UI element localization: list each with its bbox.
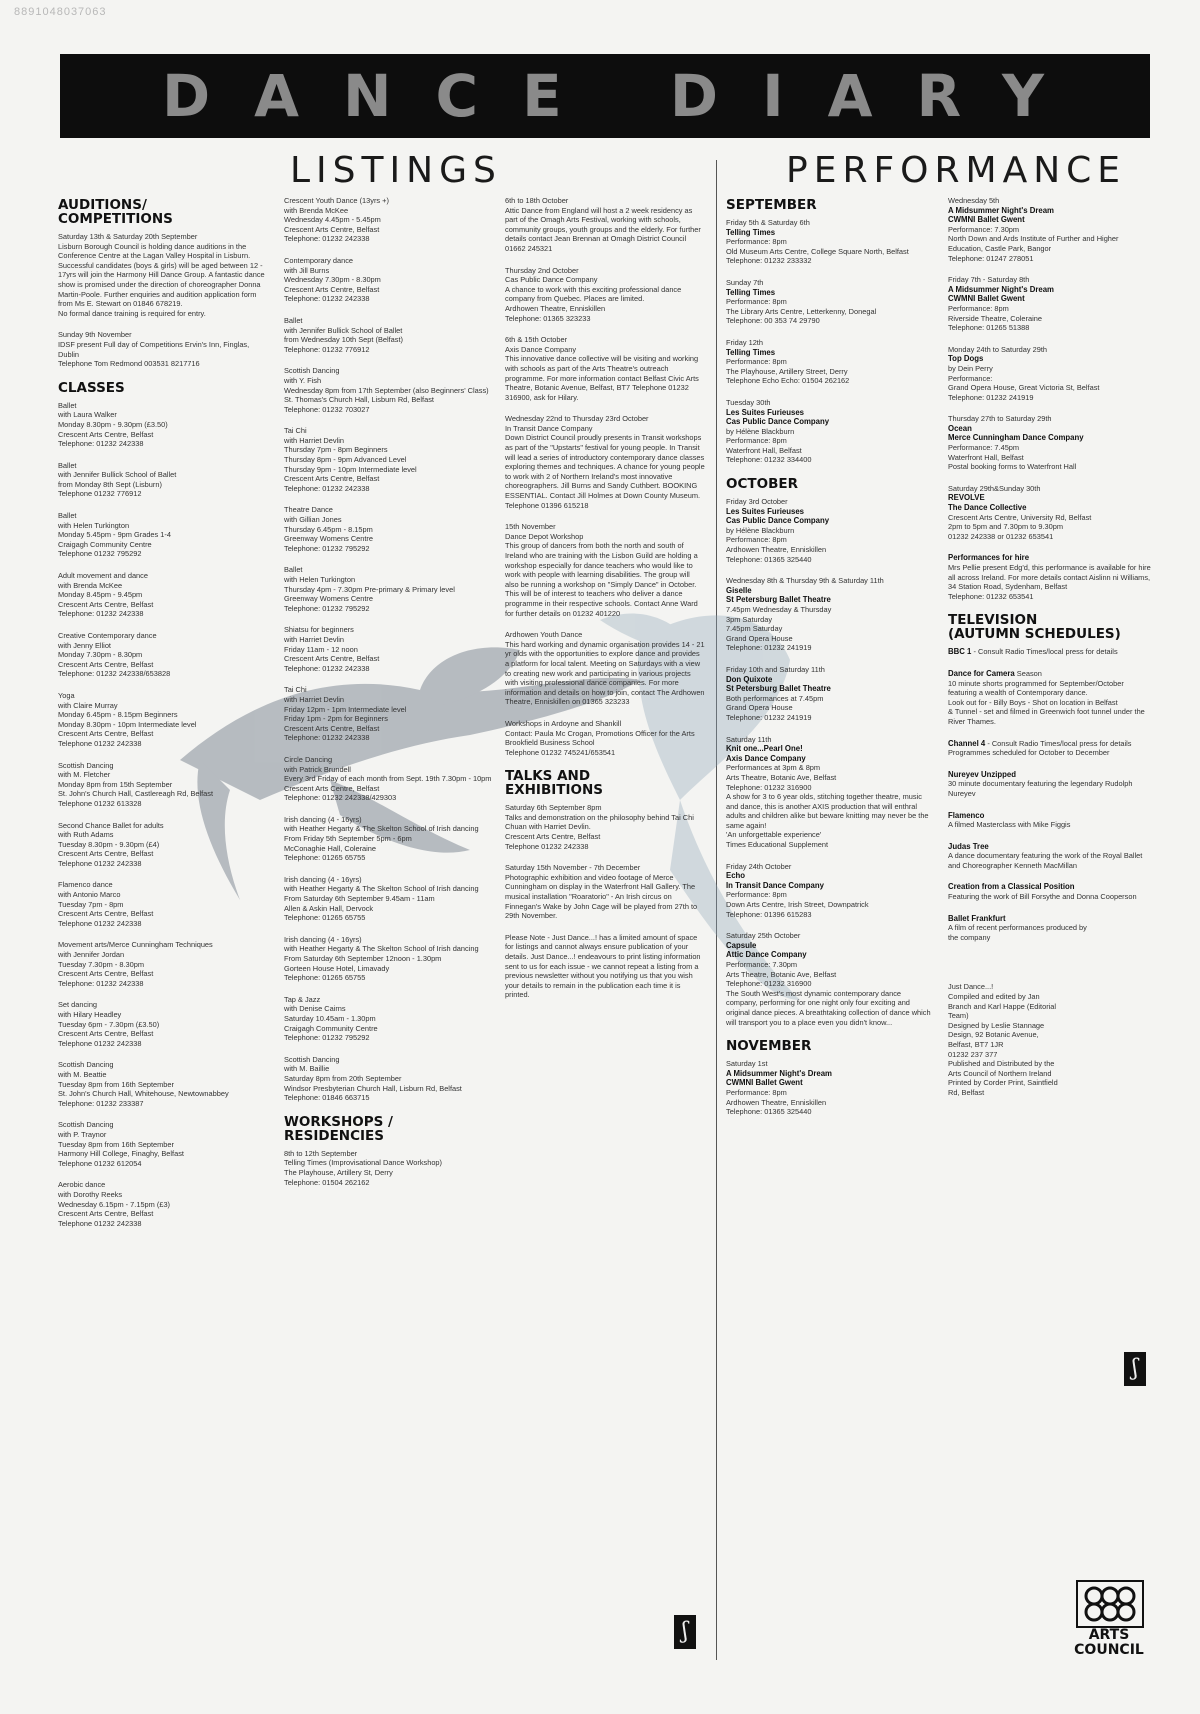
list-item: Tap & Jazz with Denise Cairns Saturday 10.45am - 1.30pm Craigagh Community Centre Telephone: 01232 795292 xyxy=(284,994,378,1043)
list-item: Wednesday 22nd to Thursday 23rd October In Transit Dance Company Down District Council proudly presents in Transit workshops as part of the "Upstarts" festival for young people. In Transit will lead a series of introductory contemporary dance classes exploring themes and techniques. A chance for young people to work with 2 of Northern Ireland's most innovative choreographers. Jill Burns and Sandy Cuthbert. BOOKING ESSENTIAL. Contact Jill Holmes at Down County Museum. Telephone 01396 615218 xyxy=(505,414,705,510)
list-item: Theatre Dance with Gillian Jones Thursday 6.45pm - 8.15pm Greenway Womens Centre Telephone: 01232 795292 xyxy=(284,505,373,553)
dancer-emblem-icon: ʃ xyxy=(1124,1352,1146,1386)
workshops-heading: WORKSHOPS / RESIDENCIES xyxy=(284,1113,393,1144)
tv-item: Nureyev Unzipped 30 minute documentary featuring the legendary Rudolph Nureyev xyxy=(948,769,1133,798)
credits: Just Dance...! Compiled and edited by Jan Branch and Karl Happe (Editorial Team) Designed by Leslie Stannage Design, 92 Botanic Avenue, Belfast, BT7 1JR 01232 237 377 Published and Distributed by the Arts Council of Northern Ireland Printed by Corder Print, Saintfield Rd, Belfast xyxy=(948,982,1058,1097)
list-item: Contemporary dance with Jill Burns Wednesday 7.30pm - 8.30pm Crescent Arts Centre, Belfast Telephone: 01232 242338 xyxy=(284,255,381,304)
performance-item: Sunday 7th Telling Times Performance: 8pm The Library Arts Centre, Letterkenny, Donegal Telephone: 00 353 74 29790 xyxy=(726,277,877,326)
list-item: Adult movement and dance with Brenda McKee Monday 8.45pm - 9.45pm Crescent Arts Centre, Belfast Telephone: 01232 242338 xyxy=(58,571,154,619)
listings-heading: LISTINGS xyxy=(290,150,502,191)
column-divider xyxy=(716,160,717,1660)
performance-item: Friday 12th Telling Times Performance: 8pm The Playhouse, Artillery Street, Derry Telephone Echo Echo: 01504 262162 xyxy=(726,337,850,386)
performance-item: Saturday 29th&Sunday 30th REVOLVE The Dance Collective Crescent Arts Centre, University Rd, Belfast 2pm to 5pm and 7.30pm to 9.30pm 01232 242338 or 01232 653541 xyxy=(948,483,1092,541)
list-item: Second Chance Ballet for adults with Ruth Adams Tuesday 8.30pm - 9.30pm (£4) Crescent Arts Centre, Belfast Telephone 01232 242338 xyxy=(58,820,164,868)
list-item: 8th to 12th September Telling Times (Improvisational Dance Workshop) The Playhouse, Artillery St, Derry Telephone: 01504 262162 xyxy=(284,1148,442,1187)
column-2 xyxy=(284,196,494,1674)
list-item: Irish dancing (4 - 16yrs) with Heather Hegarty & The Skelton School of Irish dancing From Friday 5th September 5pm - 6pm McConaghie Hall, Coleraine Telephone: 01265 65755 xyxy=(284,814,479,863)
list-item: Aerobic dance with Dorothy Reeks Wednesday 6.15pm - 7.15pm (£3) Crescent Arts Centre, Belfast Telephone 01232 242338 xyxy=(58,1180,171,1228)
column-5 xyxy=(948,196,1153,1674)
list-item: Workshops in Ardoyne and Shankill Contact: Paula Mc Crogan, Promotions Officer for the Arts Brookfield Business School Telephone 01232 745241/653541 xyxy=(505,718,695,757)
arts-council-knot-icon xyxy=(1076,1580,1144,1628)
list-item: Scottish Dancing with M. Beattie Tuesday 8pm from 16th September St. John's Church Hall, Whitehouse, Newtownabbey Telephone: 01232 233387 xyxy=(58,1060,229,1108)
list-item: Flamenco dance with Antonio Marco Tuesday 7pm - 8pm Crescent Arts Centre, Belfast Telephone 01232 242338 xyxy=(58,880,154,928)
column-1 xyxy=(58,196,268,1674)
performance-item: Friday 3rd October Les Suites Furieuses Cas Public Dance Company by Hélène Blackburn Performance: 8pm Ardhowen Theatre, Enniskillen Telephone: 01365 325440 xyxy=(726,497,830,564)
list-item: Ballet with Laura Walker Monday 8.30pm - 9.30pm (£3.50) Crescent Arts Centre, Belfast Telephone: 01232 242338 xyxy=(58,400,168,449)
list-item: Tai Chi with Harriet Devlin Friday 12pm - 1pm Intermediate level Friday 1pm - 2pm for Beginners Crescent Arts Centre, Belfast Telephone: 01232 242338 xyxy=(284,685,407,743)
title-banner xyxy=(60,54,1150,138)
list-item: Ballet with Helen Turkington Thursday 4pm - 7.30pm Pre-primary & Primary level Greenway Womens Centre Telephone: 01232 795292 xyxy=(284,565,455,613)
list-item: Circle Dancing with Patrick Brundell Every 3rd Friday of each month from Sept. 19th 7.30pm - 10pm Crescent Arts Centre, Belfast Telephone: 01232 242338/429303 xyxy=(284,754,492,803)
list-item: Ardhowen Youth Dance This hard working and dynamic organisation provides 14 - 21 yr olds with the opportunities to explore dance and provides a platform for local talent. Meeting on Saturdays with a view to creating new work and participating in various projects with visiting professional dance companies. For more information and details on how to join, contact The Ardhowen Theatre, Enniskillen on 01365 323233 xyxy=(505,630,705,707)
classes-heading: CLASSES xyxy=(58,379,125,396)
list-item: Yoga with Claire Murray Monday 6.45pm - 8.15pm Beginners Monday 8.30pm - 10pm Intermediate level Crescent Arts Centre, Belfast Telephone 01232 242338 xyxy=(58,690,197,748)
list-item: Sunday 9th November IDSF present Full day of Competitions Ervin's Inn, Finglas, Dublin Telephone Tom Redmond 003531 8217716 xyxy=(58,330,250,369)
list-item: 6th & 15th October Axis Dance Company This innovative dance collective will be visiting and working with schools as part of the Arts Theatre's outreach programme. For more information contact Belfast Civic Arts Theatre, Botanic Avenue, Belfast, BT7 Telephone 01232 316900, ask for Hilary. xyxy=(505,335,699,402)
list-item: Scottish Dancing with Y. Fish Wednesday 8pm from 17th September (also Beginners' Class) St. Thomas's Church Hall, Lisburn Rd, Belfast Telephone: 01232 703027 xyxy=(284,366,489,414)
auditions-heading: AUDITIONS/ COMPETITIONS xyxy=(58,197,173,227)
arts-council-text: ARTS COUNCIL xyxy=(1074,1627,1144,1658)
page-id: 8891048037063 xyxy=(14,6,107,18)
list-item: Movement arts/Merce Cunningham Techniques with Jennifer Jordan Tuesday 7.30pm - 8.30pm Crescent Arts Centre, Belfast Telephone: 01232 242338 xyxy=(58,940,213,988)
list-item: Crescent Youth Dance (13yrs +) with Brenda McKee Wednesday 4.45pm - 5.45pm Crescent Arts Centre, Belfast Telephone: 01232 242338 xyxy=(284,196,389,244)
banner-title: DANCE DIARY xyxy=(161,62,1089,130)
september-heading: SEPTEMBER xyxy=(726,197,817,213)
list-item: Irish dancing (4 - 16yrs) with Heather Hegarty & The Skelton School of Irish dancing From Saturday 6th September 9.45am - 11am Allen & Askin Hall, Dervock Telephone: 01265 65755 xyxy=(284,874,479,923)
performance-item: Friday 24th October Echo In Transit Dance Company Performance: 8pm Down Arts Centre, Irish Street, Downpatrick Telephone: 01396 615283 xyxy=(726,861,869,919)
list-item: Shiatsu for beginners with Harriet Devlin Friday 11am - 12 noon Crescent Arts Centre, Belfast Telephone: 01232 242338 xyxy=(284,625,380,673)
performance-item: Performances for hire Mrs Pellie present Edg'd, this performance is available for hire all across Ireland. For more details contact Aislinn ni Williams, 34 Station Road, Sydenham, Belfast Telephone: 01232 653541 xyxy=(948,553,1151,601)
list-item: Saturday 15th November - 7th December Photographic exhibition and video footage of Merce Cunningham on display in the Waterfront Hall Gallery. The musical installation "Roaratorio" - An Irish circus on Finnegan's Wake by John Cage will be played from 27th to 29th November. xyxy=(505,863,698,921)
performance-item: Thursday 27th to Saturday 29th Ocean Merce Cunningham Dance Company Performance: 7.45pm Waterfront Hall, Belfast Postal booking forms to Waterfront Hall xyxy=(948,414,1084,472)
list-item: Scottish Dancing with M. Baillie Saturday 8pm from 20th September Windsor Presbyterian Church Hall, Lisburn Rd, Belfast Telephone: 01846 663715 xyxy=(284,1054,462,1103)
list-item: Ballet with Helen Turkington Monday 5.45pm - 9pm Grades 1-4 Craigagh Community Centre Telephone 01232 795292 xyxy=(58,511,171,559)
performance-item: Wednesday 5th A Midsummer Night's Dream CWMNI Ballet Gwent Performance: 7.30pm North Down and Ards Institute of Further and Higher Education, Castle Park, Bangor Telephone: 01247 278051 xyxy=(948,196,1119,263)
performance-item: Friday 10th and Saturday 11th Don Quixote St Petersburg Ballet Theatre Both performances at 7.45pm Grand Opera House Telephone: 01232 241919 xyxy=(726,664,831,722)
list-item: 15th November Dance Depot Workshop This group of dancers from both the north and south of Ireland who are training with the Lisbon Guild are holding a workshop especially for dance teachers who would like to work with people with learning disabilities. The group will also be running a workshop on "Simply Dance" in October. This will be of interest to teachers who deliver a dance programme in their respective schools. Contact Anne Ward for further details on 01232 401220 xyxy=(505,522,698,618)
list-item: Set dancing with Hilary Headley Tuesday 6pm - 7.30pm (£3.50) Crescent Arts Centre, Belfast Telephone 01232 242338 xyxy=(58,1000,160,1048)
performance-item: Tuesday 30th Les Suites Furieuses Cas Public Dance Company by Hélène Blackburn Performance: 8pm Waterfront Hall, Belfast Telephone: 01232 334400 xyxy=(726,397,830,465)
list-item: Saturday 6th September 8pm Talks and demonstration on the philosophy behind Tai Chi Chuan with Harriet Devlin. Crescent Arts Centre, Belfast Telephone 01232 242338 xyxy=(505,803,694,851)
list-item: Irish dancing (4 - 16yrs) with Heather Hegarty & The Skelton School of Irish dancing From Saturday 6th September 12noon - 1.30pm Gorteen House Hotel, Limavady Telephone: 01265 65755 xyxy=(284,934,479,983)
performance-item: Saturday 1st A Midsummer Night's Dream CWMNI Ballet Gwent Performance: 8pm Ardhowen Theatre, Enniskillen Telephone: 01365 325440 xyxy=(726,1059,832,1117)
column-3 xyxy=(505,196,705,1674)
dancer-emblem-icon: ʃ xyxy=(674,1615,696,1649)
talks-heading: TALKS AND EXHIBITIONS xyxy=(505,768,603,799)
november-heading: NOVEMBER xyxy=(726,1038,812,1055)
list-item: Ballet with Jennifer Bullick School of Ballet from Wednesday 10th Sept (Belfast) Telephone: 01232 776912 xyxy=(284,315,403,354)
list-item: Creative Contemporary dance with Jenny Elliot Monday 7.30pm - 8.30pm Crescent Arts Centre, Belfast Telephone: 01232 242338/653828 xyxy=(58,631,171,679)
tv-item: Ballet Frankfurt A film of recent performances produced by the company xyxy=(948,913,1087,942)
arts-council-logo xyxy=(1070,1580,1148,1658)
list-item: Ballet with Jennifer Bullick School of Ballet from Monday 8th Sept (Lisburn) Telephone 01232 776912 xyxy=(58,460,177,499)
tv-item: BBC 1 - Consult Radio Times/local press for details xyxy=(948,647,1118,657)
performance-item: Friday 7th - Saturday 8th A Midsummer Night's Dream CWMNI Ballet Gwent Performance: 8pm Riverside Theatre, Coleraine Telephone: 01265 51388 xyxy=(948,275,1054,333)
list-item: Scottish Dancing with P. Traynor Tuesday 8pm from 16th September Harmony Hill College, Finaghy, Belfast Telephone 01232 612054 xyxy=(58,1120,184,1168)
tv-item: Flamenco A filmed Masterclass with Mike Figgis xyxy=(948,810,1071,830)
performance-item: Saturday 25th October Capsule Attic Dance Company Performance: 7.30pm Arts Theatre, Botanic Ave, Belfast Telephone: 01232 316900 The South West's most dynamic contemporary dance company, performing for one night only four exciting and original dance pieces. A breathtaking collection of dance which will transport you to a place even you didn't know... xyxy=(726,931,931,1027)
performance-item: Monday 24th to Saturday 29th Top Dogs by Dein Perry Performance: Grand Opera House, Great Victoria St, Belfast Telephone: 01232 241919 xyxy=(948,344,1100,402)
list-item: Thursday 2nd October Cas Public Dance Company A chance to work with this exciting professional dance company from Quebec. Places are limited. Ardhowen Theatre, Enniskillen Telephone: 01365 323233 xyxy=(505,265,682,323)
list-item: Scottish Dancing with M. Fletcher Monday 8pm from 15th September St. John's Church Hall, Castlereagh Rd, Belfast Telephone 01232 613328 xyxy=(58,760,214,808)
performance-item: Wednesday 8th & Thursday 9th & Saturday 11th Giselle St Petersburg Ballet Theatre 7.45pm Wednesday & Thursday 3pm Saturday 7.45pm Saturday Grand Opera House Telephone: 01232 241919 xyxy=(726,576,884,653)
performance-heading: PERFORMANCE xyxy=(786,150,1127,191)
list-item: 6th to 18th October Attic Dance from England will host a 2 week residency as part of the Omagh Arts Festival, working with schools, community groups, youth groups and the elderly. For further details contact Jean Brennan at Omagh District Council 01662 245321 xyxy=(505,196,701,253)
october-heading: OCTOBER xyxy=(726,476,798,493)
tv-item: Creation from a Classical Position Featuring the work of Bill Forsythe and Donna Cooperson xyxy=(948,882,1137,902)
television-heading: TELEVISION (AUTUMN SCHEDULES) xyxy=(948,612,1121,643)
list-item: Tai Chi with Harriet Devlin Thursday 7pm - 8pm Beginners Thursday 8pm - 9pm Advanced Level Thursday 9pm - 10pm Intermediate level Crescent Arts Centre, Belfast Telephone: 01232 242338 xyxy=(284,426,417,493)
performance-item: Saturday 11th Knit one...Pearl One! Axis Dance Company Performances at 3pm & 8pm Arts Theatre, Botanic Ave, Belfast Telephone: 01232 316900 A show for 3 to 6 year olds, stitching together theatre, music and dance, this is another AXIS production that will enthral adults and children alike but beware knitting may never be the same again! 'An unforgettable experience' Times Educational Supplement xyxy=(726,734,929,850)
performance-item: Friday 5th & Saturday 6th Telling Times Performance: 8pm Old Museum Arts Centre, College Square North, Belfast Telephone: 01232 233332 xyxy=(726,218,909,266)
column-4 xyxy=(726,196,931,1674)
tv-item: Channel 4 - Consult Radio Times/local press for details Programmes scheduled for October to December xyxy=(948,738,1132,758)
tv-item: Dance for Camera Season 10 minute shorts programmed for September/October featuring a wealth of Contemporary dance. Look out for - Billy Boys - Shot on location in Belfast & Tunnel - set and filmed in Greenwich foot tunnel under the River Thames. xyxy=(948,668,1145,726)
tv-item: Judas Tree A dance documentary featuring the work of the Royal Ballet and Choreographer Kenneth MacMillan xyxy=(948,841,1143,870)
list-item: Saturday 13th & Saturday 20th September Lisburn Borough Council is holding dance auditions in the Conference Centre at the Lagan Valley Hospital in Lisburn. Successful candidates (boys & girls) will be aged between 12 - 17yrs will join the Harmony Hill Dance Group. A fantastic dance show is promised under the direction of choreographer Donna Martin-Poole. Further enquiries and audition application form from Ms E. Stewart on 01846 678219. No formal dance training is required for entry. xyxy=(58,232,265,318)
listing-note: Please Note - Just Dance...! has a limited amount of space for listings and cannot always ensure publication of your details. Just Dance...! endeavours to print listing information sent to us for each issue - we cannot repeat a listing from a previous newsletter without you notifying us that you wish your details to remain in the publication each time it is printed. xyxy=(505,932,701,1000)
